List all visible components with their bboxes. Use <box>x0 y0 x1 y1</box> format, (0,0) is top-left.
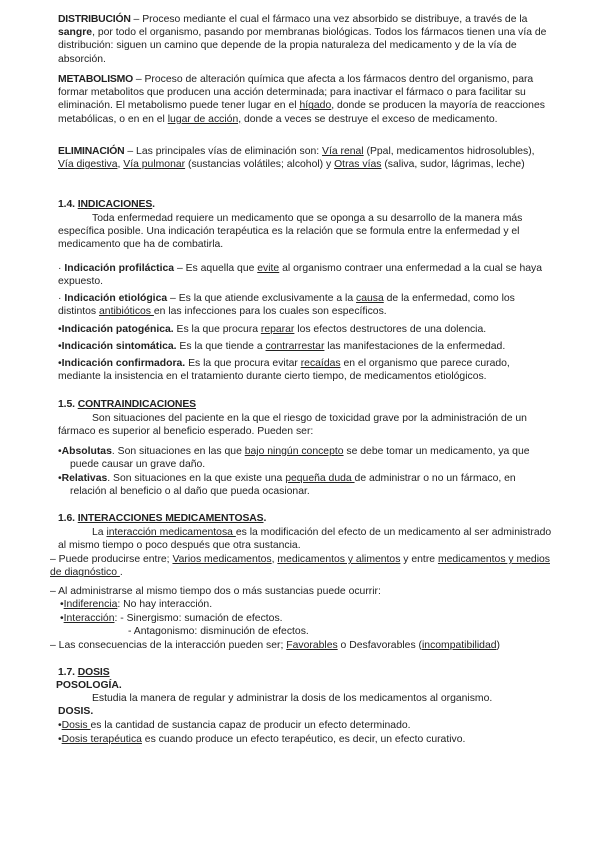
bullet: · <box>58 263 65 274</box>
p3-mid: o Desfavorables ( <box>337 640 422 651</box>
indicacion-text: – Es aquella que <box>174 263 258 274</box>
posologia-heading <box>56 679 550 692</box>
indicacion-underline: recaídas <box>300 358 341 369</box>
otras-vias: Otras vías <box>334 159 382 171</box>
contraindicaciones-heading <box>58 398 552 411</box>
indicacion-text-3: en las infecciones para los cuales son específicos. <box>153 306 387 318</box>
bullet: • <box>58 720 62 731</box>
bullet: • <box>60 613 64 624</box>
indiferencia-text: : No hay interacción. <box>117 599 213 610</box>
contraindicacion-text-2: de administrar o no un fármaco, en relación al beneficio o al daño que pueda ocasionar. <box>70 473 516 498</box>
eliminacion-term: ELIMINACIÓN <box>58 146 125 157</box>
dosis-subtitle: DOSIS. <box>58 706 94 717</box>
indicacion-text: Es la que tiende a <box>176 341 266 352</box>
indicacion-profilactica <box>58 262 552 288</box>
indicacion-text-2: las manifestaciones de la enfermedad. <box>324 341 506 352</box>
contraindicacion-underline: pequeña duda <box>285 473 355 484</box>
indicacion-underline: contrarrestar <box>265 341 325 352</box>
eliminacion-paragraph <box>58 145 552 171</box>
section-dot: . <box>263 513 267 524</box>
indicacion-underline: evite <box>257 263 280 274</box>
distribucion-term: DISTRIBUCIÓN <box>58 14 131 25</box>
p3-end: ) <box>496 640 500 651</box>
interaccion-medicamentosa: interacción medicamentosa <box>106 527 236 538</box>
indicaciones-intro <box>58 212 552 252</box>
antagonismo-text: - Antagonismo: disminución de efectos. <box>128 626 309 637</box>
dosis-terapeutica-term: Dosis terapéutica <box>61 734 142 745</box>
via-renal: Vía renal <box>322 146 364 157</box>
interacciones-intro <box>58 526 552 552</box>
p1-pre: – Puede producirse entre; <box>50 554 173 565</box>
eliminacion-text-2: (Ppal, medicamentos hidrosolubles), <box>363 146 535 157</box>
dosis-term: Dosis <box>61 720 91 731</box>
indicacion-underline-2: antibióticos <box>99 306 154 318</box>
sangre-word: sangre <box>58 27 93 39</box>
indicacion-term: Indicación confirmadora. <box>61 358 186 369</box>
distribucion-text-2: , por todo el organismo, pasando por membranas biológicas. Todos los fármacos tienen una vía de distribución: siguen un camino que depende de la propia naturaleza del medicamento y de la vía de absorción. <box>58 27 547 65</box>
bullet: • <box>58 473 62 484</box>
indicacion-term: Indicación patogénica. <box>61 324 174 335</box>
indicacion-sintomatica <box>58 340 552 353</box>
p1-sep: , <box>271 554 278 565</box>
contraindicacion-absolutas <box>58 445 552 471</box>
bullet: • <box>60 599 64 610</box>
metabolismo-text-2: , donde se producen la mayoría de reacciones metabólicas, o en en el <box>58 100 545 125</box>
dosis-heading <box>58 666 552 679</box>
interacciones-al-administrarse <box>50 585 550 598</box>
interaccion-item <box>60 612 554 625</box>
section-title: DOSIS <box>77 667 110 678</box>
dosis-text: es la cantidad de sustancia capaz de producir un efecto determinado. <box>90 720 411 731</box>
antagonismo-item <box>128 625 548 638</box>
indicacion-text-2: de la enfermedad, como los distintos <box>58 293 515 318</box>
contraindicacion-term: Relativas <box>61 473 108 484</box>
intro-post: es la modificación del efecto de un medicamento al ser administrado al mismo tiempo o poco después que otra sustancia. <box>58 527 552 552</box>
section-title: CONTRAINDICACIONES <box>77 399 196 410</box>
indicaciones-heading <box>58 198 552 211</box>
lugar-accion-word: lugar de acción, <box>167 113 242 125</box>
medicamentos-diagnostico: medicamentos y medios de diagnóstico <box>50 554 550 579</box>
incompatibilidad-word: incompatibilidad <box>422 640 497 651</box>
contraindicacion-text-2: se debe tomar un medicamento, ya que puede causar un grave daño. <box>70 446 530 471</box>
bullet: • <box>58 324 62 335</box>
metabolismo-text: – Proceso de alteración química que afecta a los fármacos dentro del organismo, para formar metabolitos que producen una acción determinada; para inactivar el fármaco o para facilitar su eliminación. El metabolismo puede tener lugar en el <box>58 74 534 112</box>
indicacion-confirmadora <box>58 357 552 383</box>
indicacion-underline: causa <box>356 293 384 304</box>
contraindicacion-term: Absolutas <box>61 446 112 457</box>
indicacion-text-2: al organismo contraer una enfermedad a la cual se haya expuesto. <box>58 263 543 288</box>
bullet: • <box>58 358 62 369</box>
eliminacion-text-5: (saliva, sudor, lágrimas, leche) <box>381 159 525 171</box>
p1-end: . <box>119 567 123 579</box>
higado-word: hígado <box>299 100 332 112</box>
indicacion-text: – Es la que atiende exclusivamente a la <box>167 293 357 304</box>
medicamentos-alimentos: medicamentos y alimentos <box>277 554 401 565</box>
indicacion-term: Indicación etiológica <box>64 293 168 304</box>
contraindicacion-text: . Son situaciones en las que <box>111 446 245 457</box>
favorables-word: Favorables <box>286 640 338 651</box>
distribucion-text: – Proceso mediante el cual el fármaco una vez absorbido se distribuye, a través de la <box>130 14 528 25</box>
varios-medicamentos: Varios medicamentos <box>172 554 272 565</box>
indicacion-term: Indicación profiláctica <box>64 263 175 274</box>
section-title: INTERACCIONES MEDICAMENTOSAS <box>77 513 264 524</box>
interaccion-text: : - Sinergismo: sumación de efectos. <box>114 613 283 624</box>
dosis-terapeutica-text: es cuando produce un efecto terapéutico, es decir, un efecto curativo. <box>141 734 466 745</box>
contraindicaciones-intro-text: Son situaciones del paciente en la que el riesgo de toxicidad grave por la administración de un fármaco es superior al beneficio esperado. Pueden ser: <box>58 413 527 438</box>
interacciones-heading <box>58 512 552 525</box>
section-number: 1.5. <box>58 399 78 410</box>
bullet: • <box>58 341 62 352</box>
eliminacion-text-4: (sustancias volátiles; alcohol) y <box>185 159 335 171</box>
dosis-item-1 <box>58 719 552 732</box>
interacciones-puede-producirse <box>50 553 550 579</box>
metabolismo-text-3: donde a veces se destruye el exceso de medicamento. <box>241 113 498 125</box>
section-dot: . <box>152 199 155 210</box>
indicacion-text: Es la que procura evitar <box>185 358 301 369</box>
contraindicaciones-intro <box>58 412 552 438</box>
metabolismo-paragraph <box>58 73 552 126</box>
interaccion-term: Interacción <box>63 613 115 624</box>
section-number: 1.7. <box>58 667 78 678</box>
posologia-title: POSOLOGÍA. <box>56 680 122 691</box>
bullet: • <box>58 734 62 745</box>
dosis-item-2 <box>58 733 552 746</box>
bullet: · <box>58 293 65 304</box>
indicacion-etiologica <box>58 292 552 318</box>
p1-sep-2: y entre <box>400 554 438 565</box>
via-digestiva: Vía digestiva <box>58 159 118 171</box>
indicacion-underline: reparar <box>260 324 295 335</box>
indicacion-text-2: los efectos destructores de una dolencia. <box>294 324 487 335</box>
section-number: 1.6. <box>58 513 78 524</box>
indicacion-term: Indicación sintomática. <box>61 341 177 352</box>
p2-text: – Al administrarse al mismo tiempo dos o más sustancias puede ocurrir: <box>50 586 381 597</box>
posologia-text <box>58 692 552 705</box>
section-number: 1.4. <box>58 199 78 210</box>
contraindicacion-relativas <box>58 472 552 498</box>
posologia-body: Estudia la manera de regular y administrar la dosis de los medicamentos al organismo. <box>92 693 493 704</box>
contraindicacion-underline: bajo ningún concepto <box>244 446 344 457</box>
dosis-subheading <box>58 705 552 718</box>
bullet: • <box>58 446 62 457</box>
distribucion-paragraph <box>58 13 552 66</box>
p3-pre: – Las consecuencias de la interacción pueden ser; <box>50 640 287 651</box>
contraindicacion-text: . Son situaciones en la que existe una <box>107 473 286 484</box>
interacciones-consecuencias <box>50 639 550 652</box>
metabolismo-term: METABOLISMO <box>58 74 133 85</box>
intro-pre: La <box>92 527 107 538</box>
indicacion-patogenica <box>58 323 552 336</box>
eliminacion-text: – Las principales vías de eliminación son: <box>124 146 323 157</box>
indicacion-text-2: en el organismo que parece curado, mediante la insistencia en el tratamiento durante cierto tiempo, de medicamentos etiológicos. <box>58 358 510 383</box>
indiferencia-item <box>60 598 554 611</box>
indicacion-text: Es la que procura <box>173 324 261 335</box>
eliminacion-sep: , <box>117 159 124 171</box>
via-pulmonar: Vía pulmonar <box>123 159 186 171</box>
indiferencia-term: Indiferencia <box>63 599 118 610</box>
indicaciones-intro-text: Toda enfermedad requiere un medicamento que se oponga a su desarrollo de la manera más específica posible. Una indicación terapéutica es la relación que se formula entre la enfermedad y el medicamento que ha de combatirla. <box>58 213 523 251</box>
section-title: INDICACIONES <box>77 199 153 210</box>
